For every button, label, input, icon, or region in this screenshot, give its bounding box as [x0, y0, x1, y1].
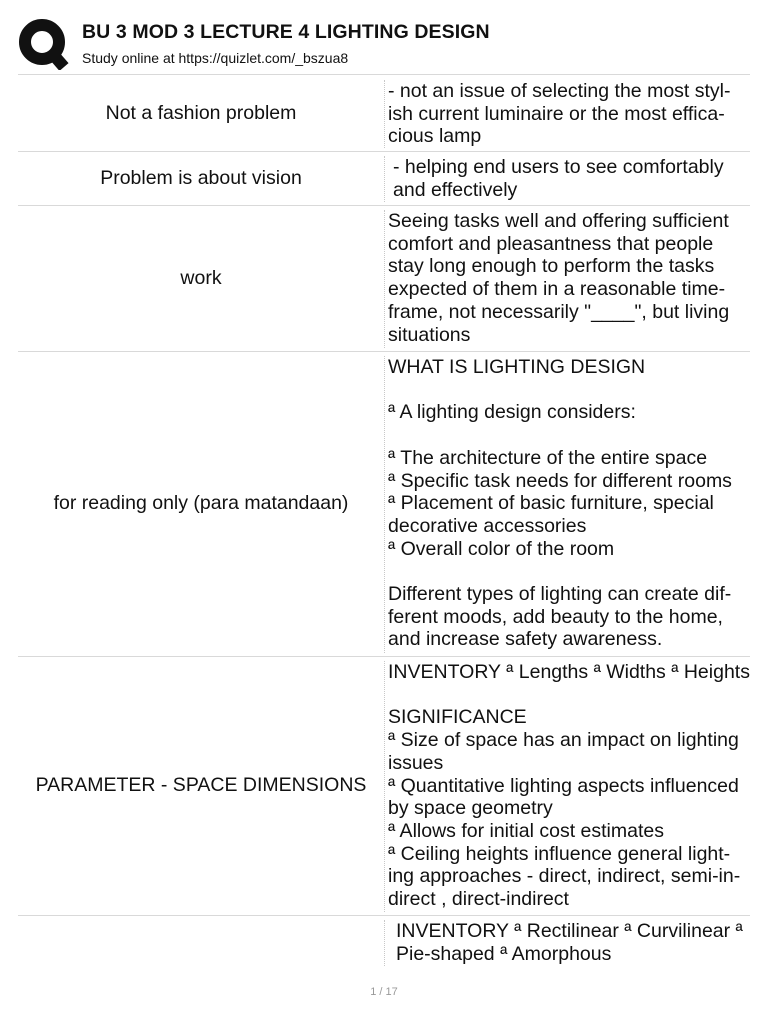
card-definition: - helping end users to see comfortably and effectively: [393, 156, 724, 201]
card-term: [18, 916, 384, 968]
page-number: 1 / 17: [370, 986, 398, 998]
row-divider: [18, 74, 750, 75]
study-online-link[interactable]: Study online at https://quizlet.com/_bszua8: [82, 50, 349, 66]
card-term: for reading only (para matandaan): [53, 492, 349, 515]
card-term: Not a fashion problem: [105, 101, 297, 124]
column-divider: [384, 210, 385, 348]
card-definition: - not an issue of selecting the most styl- ish current luminaire or the most effica- cious lamp: [388, 80, 731, 148]
column-divider: [384, 156, 385, 202]
column-divider: [384, 920, 385, 966]
column-divider: [384, 80, 385, 148]
card-definition: Seeing tasks well and offering sufficient comfort and pleasantness that people stay long enough to perform the tasks expected of them in a reasonable time- frame, not necessarily "____", but living situations: [388, 210, 730, 346]
card-term: Problem is about vision: [100, 166, 302, 189]
quizlet-q-logo-icon: [18, 18, 70, 70]
column-divider: [384, 661, 385, 912]
card-definition: INVENTORY ª Rectilinear ª Curvilinear ª Pie-shaped ª Amorphous: [396, 920, 743, 965]
column-divider: [384, 356, 385, 653]
card-definition: INVENTORY ª Lengths ª Widths ª Heights SIGNIFICANCE ª Size of space has an impact on lighting issues ª Quantitative lighting aspects influenced by space geometry ª Allows for initial cost estimates ª Ceiling heights influence general light- ing approaches - direct, indirect, semi-in- direct , direct-indirect: [388, 661, 750, 911]
card-term: work: [180, 266, 222, 289]
card-definition: WHAT IS LIGHTING DESIGN ª A lighting design considers: ª The architecture of the entire space ª Specific task needs for different rooms ª Placement of basic furniture, special decorative accessories ª Overall color of the room Different types of lighting can create dif- ferent moods, add beauty to the home, and increase safety awareness.: [388, 356, 732, 651]
page-header: [0, 0, 768, 76]
page-title: BU 3 MOD 3 LECTURE 4 LIGHTING DESIGN: [82, 21, 490, 43]
card-term: PARAMETER - SPACE DIMENSIONS: [35, 774, 367, 797]
